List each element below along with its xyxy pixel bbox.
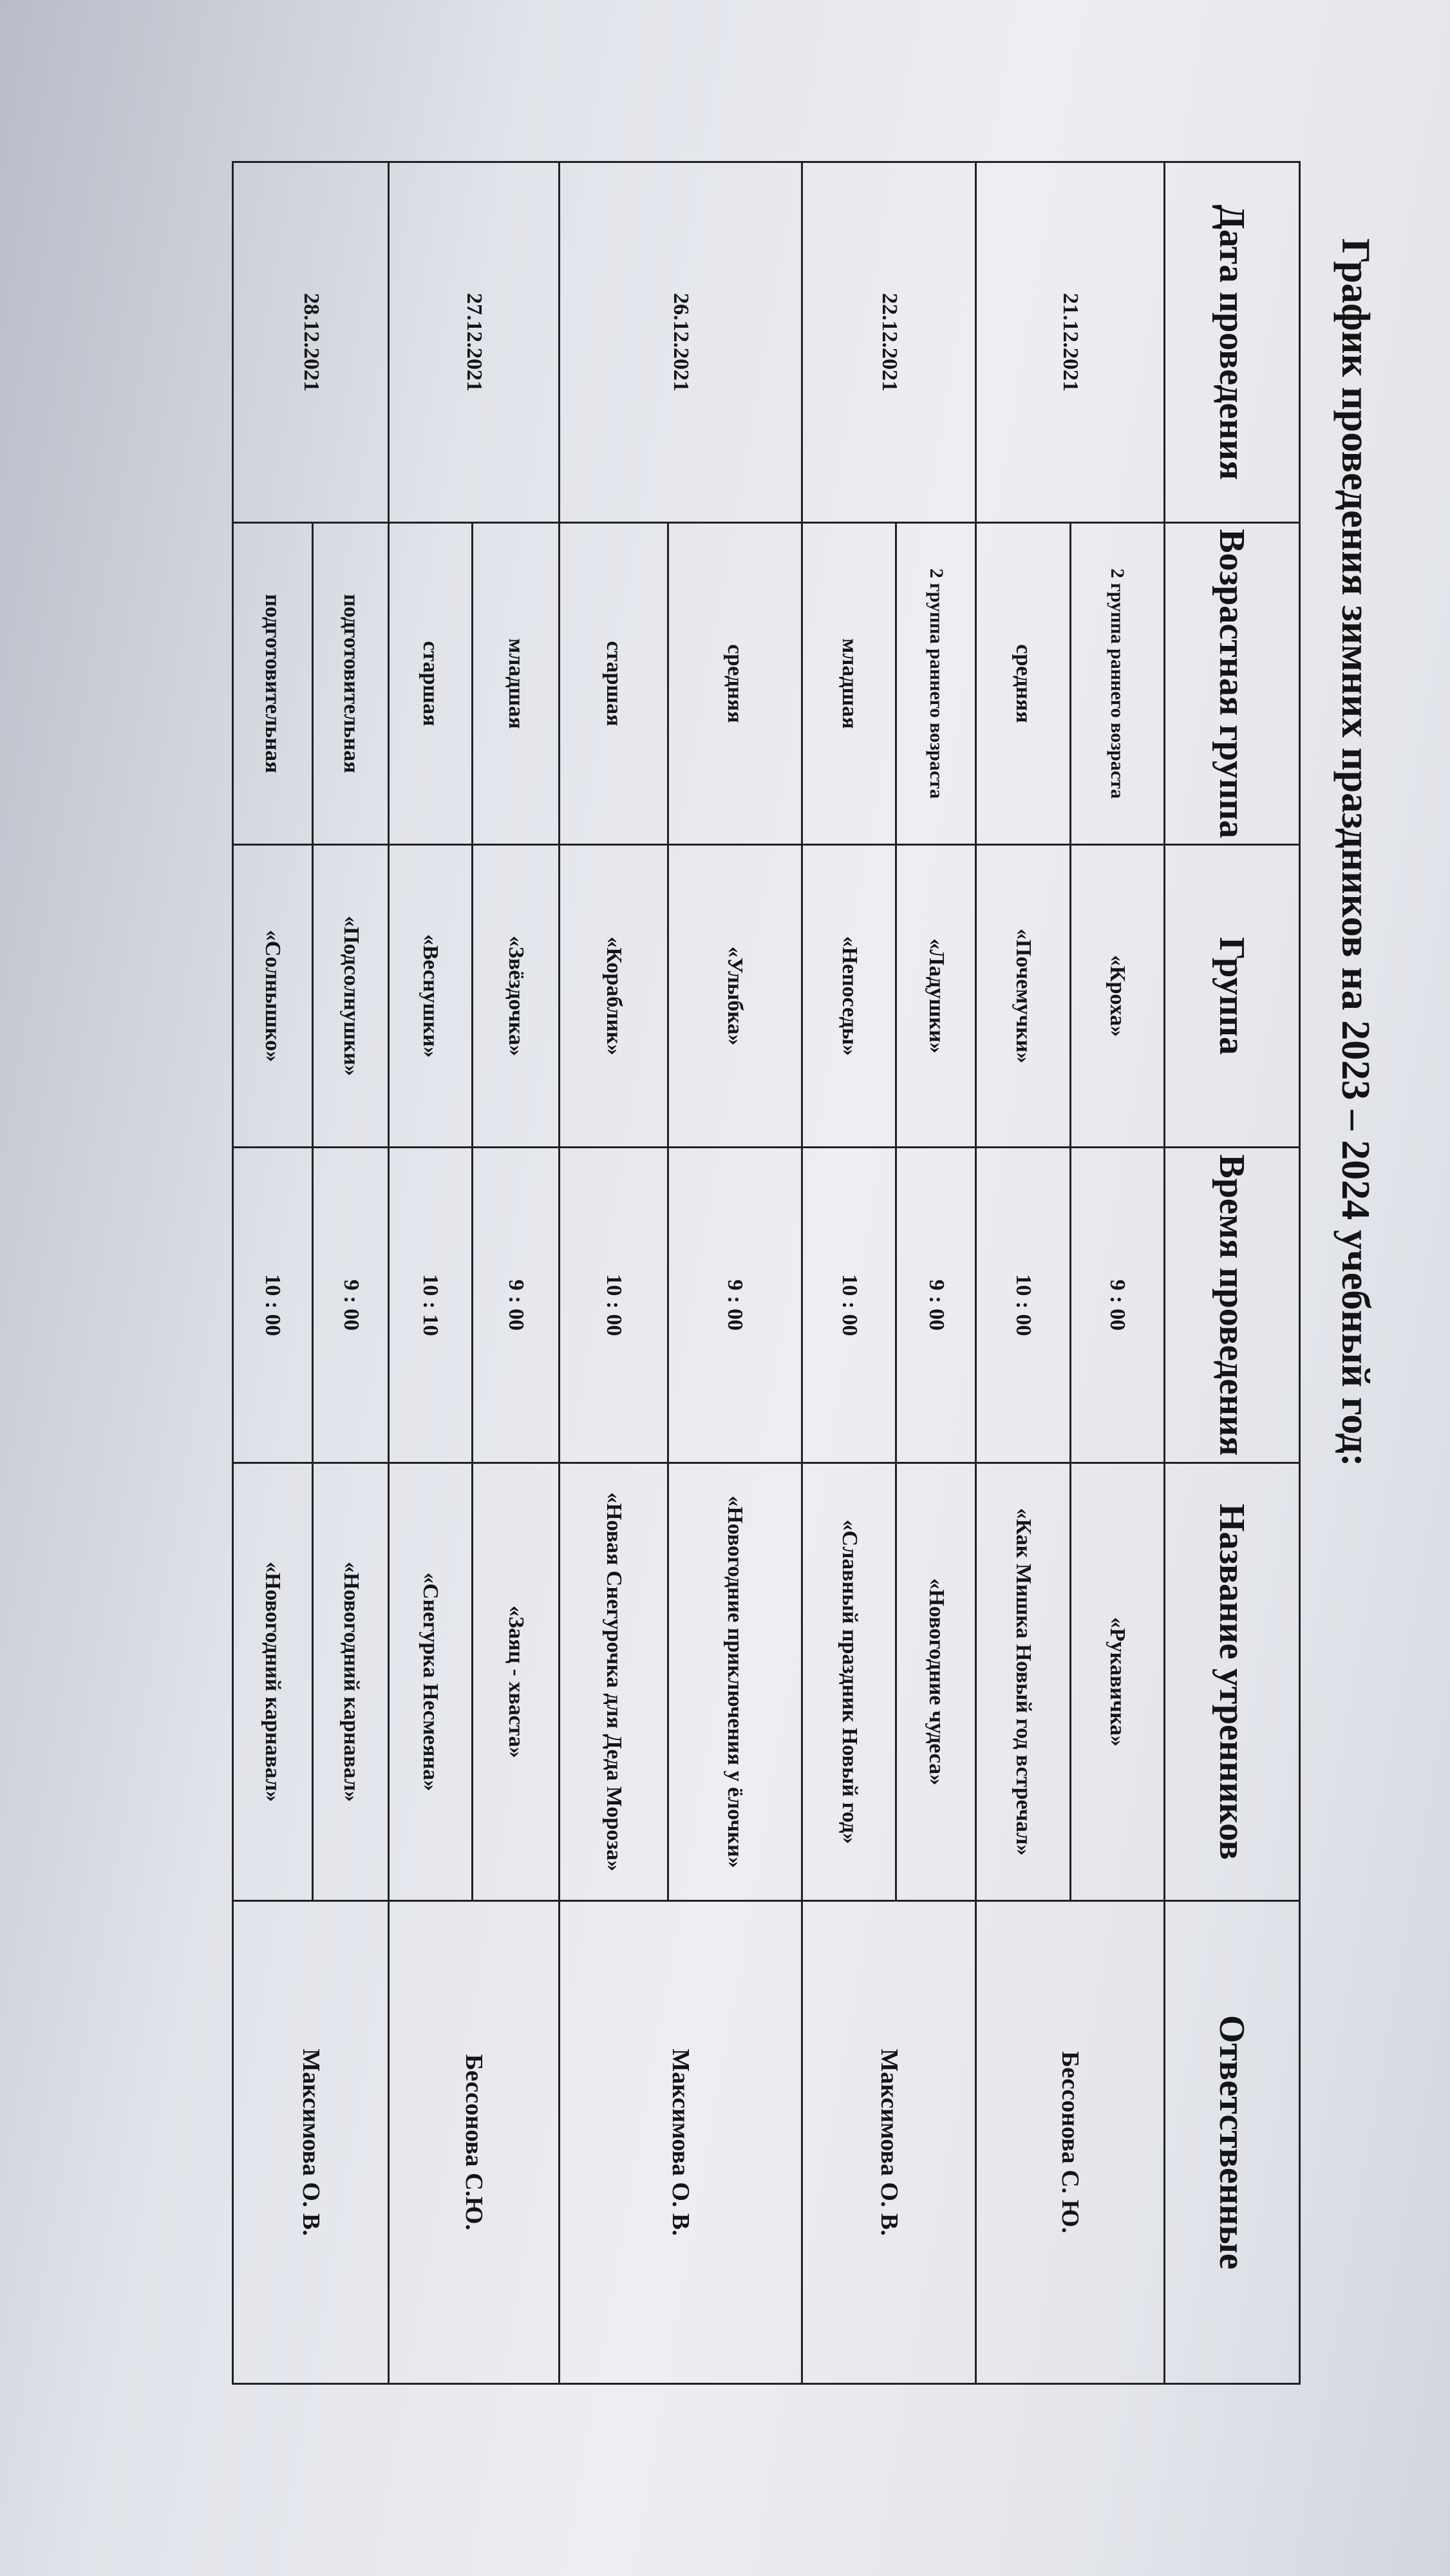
time-cell: 10 : 00 — [559, 1148, 668, 1463]
table-row — [312, 162, 388, 2384]
event-cell: «Славный праздник Новый год» — [802, 1463, 896, 1901]
responsible-cell: Бессонова С.Ю. — [389, 1901, 560, 2384]
header-age-group: Возрастная группа — [1165, 523, 1300, 845]
age-group-cell: младшая — [472, 523, 559, 845]
schedule-table — [232, 161, 1301, 2385]
date-cell: 28.12.2021 — [233, 162, 389, 523]
group-cell: «Ладушки» — [896, 845, 976, 1148]
responsible-cell: Бессонова С. Ю. — [976, 1901, 1165, 2384]
table-row — [1070, 162, 1164, 2384]
group-cell: «Солнышко» — [233, 845, 313, 1148]
group-cell: «Кроха» — [1070, 845, 1164, 1148]
responsible-cell: Максимова О. В. — [233, 1901, 389, 2384]
age-group-cell: средняя — [976, 523, 1070, 845]
age-group-cell: подготовительная — [233, 523, 313, 845]
date-cell: 21.12.2021 — [976, 162, 1165, 523]
time-cell: 9 : 00 — [312, 1148, 388, 1463]
time-cell: 9 : 00 — [472, 1148, 559, 1463]
age-group-cell: средняя — [668, 523, 802, 845]
document-sheet — [32, 161, 1384, 2479]
age-group-cell: подготовительная — [312, 523, 388, 845]
date-cell: 22.12.2021 — [802, 162, 976, 523]
event-cell: «Снегурка Несмеяна» — [389, 1463, 472, 1901]
group-cell: «Подсолнушки» — [312, 845, 388, 1148]
responsible-cell: Максимова О. В. — [802, 1901, 976, 2384]
age-group-cell: 2 группа раннего возраста — [1070, 523, 1164, 845]
document-title: График проведения зимних праздников на 2023 – 2024 учебный год: — [1333, 238, 1377, 1467]
event-cell: «Как Мишка Новый год встречал» — [976, 1463, 1070, 1901]
time-cell: 9 : 00 — [1070, 1148, 1164, 1463]
age-group-cell: 2 группа раннего возраста — [896, 523, 976, 845]
group-cell: «Улыбка» — [668, 845, 802, 1148]
header-time: Время проведения — [1165, 1148, 1300, 1463]
event-cell: «Новогодний карнавал» — [312, 1463, 388, 1901]
age-group-cell: старшая — [559, 523, 668, 845]
age-group-cell: младшая — [802, 523, 896, 845]
header-responsible: Ответственные — [1165, 1901, 1300, 2384]
group-cell: «Непоседы» — [802, 845, 896, 1148]
time-cell: 9 : 00 — [896, 1148, 976, 1463]
time-cell: 10 : 00 — [233, 1148, 313, 1463]
header-date: Дата проведения — [1165, 162, 1300, 523]
time-cell: 9 : 00 — [668, 1148, 802, 1463]
table-row — [472, 162, 559, 2384]
group-cell: «Звёздочка» — [472, 845, 559, 1148]
event-cell: «Рукавичка» — [1070, 1463, 1164, 1901]
time-cell: 10 : 10 — [389, 1148, 472, 1463]
responsible-cell: Максимова О. В. — [559, 1901, 802, 2384]
header-group: Группа — [1165, 845, 1300, 1148]
event-cell: «Новогодние приключения у ёлочки» — [668, 1463, 802, 1901]
time-cell: 10 : 00 — [802, 1148, 896, 1463]
table-row — [896, 162, 976, 2384]
event-cell: «Заяц - хваста» — [472, 1463, 559, 1901]
age-group-cell: старшая — [389, 523, 472, 845]
header-row — [1165, 162, 1300, 2384]
event-cell: «Новогодний карнавал» — [233, 1463, 313, 1901]
header-event-name: Название утренников — [1165, 1463, 1300, 1901]
group-cell: «Почемучки» — [976, 845, 1070, 1148]
group-cell: «Кораблик» — [559, 845, 668, 1148]
event-cell: «Новая Снегурочка для Деда Мороза» — [559, 1463, 668, 1901]
date-cell: 27.12.2021 — [389, 162, 560, 523]
event-cell: «Новогодние чудеса» — [896, 1463, 976, 1901]
table-row — [668, 162, 802, 2384]
group-cell: «Веснушки» — [389, 845, 472, 1148]
date-cell: 26.12.2021 — [559, 162, 802, 523]
time-cell: 10 : 00 — [976, 1148, 1070, 1463]
